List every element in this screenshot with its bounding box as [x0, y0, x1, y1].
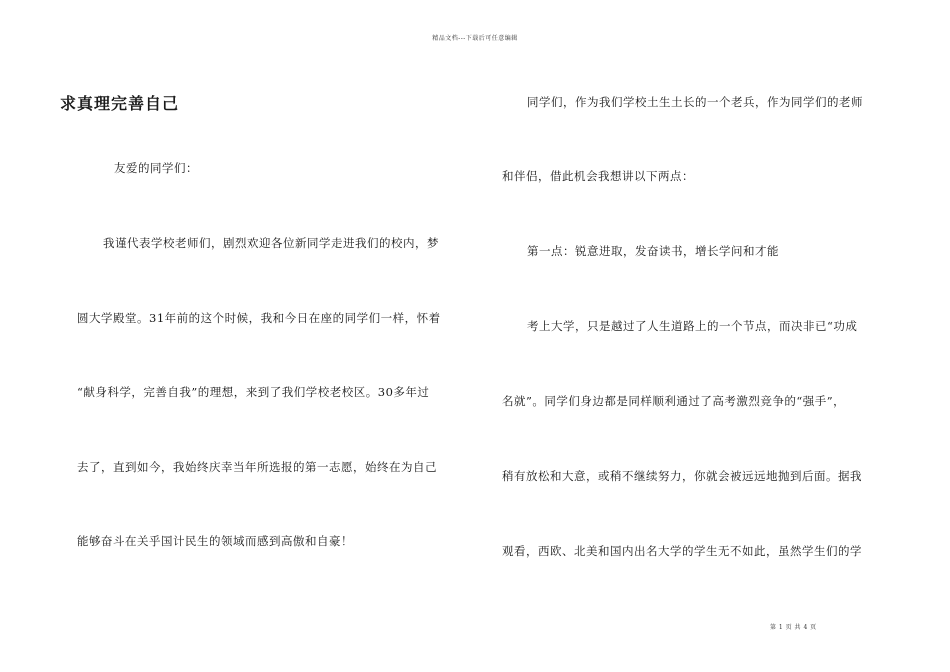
right-paragraph-line: 第一点：锐意进取，发奋读书，增长学问和才能	[527, 244, 779, 258]
right-paragraph-line: 观看，西欧、北美和国内出名大学的学生无不如此，虽然学生们的学	[502, 544, 862, 558]
right-paragraph-line: 稍有放松和大意，或稍不继续努力，你就会被远远地抛到后面。据我	[502, 469, 862, 483]
left-paragraph-line: 去了，直到如今，我始终庆幸当年所选报的第一志愿，始终在为自己	[77, 460, 437, 474]
left-paragraph-line: 圆大学殿堂。31年前的这个时候，我和今日在座的同学们一样，怀着	[77, 311, 441, 325]
right-paragraph-line: 名就”。同学们身边都是同样顺利通过了高考激烈竞争的“强手”，	[502, 394, 846, 408]
left-paragraph-line: 友爱的同学们：	[114, 161, 198, 175]
page-number: 第 1 页 共 4 页	[770, 624, 817, 631]
right-paragraph-line: 和伴侣，借此机会我想讲以下两点：	[502, 169, 694, 183]
right-paragraph-line: 同学们，作为我们学校土生土长的一个老兵，作为同学们的老师	[527, 95, 863, 109]
document-header-note: 精品文档---下载后可任意编辑	[432, 35, 518, 42]
left-paragraph-line: “献身科学，完善自我”的理想，来到了我们学校老校区。30多年过	[77, 385, 430, 399]
left-paragraph-line: 我谨代表学校老师们，剧烈欢迎各位新同学走进我们的校内，梦	[103, 236, 439, 250]
right-paragraph-line: 考上大学，只是越过了人生道路上的一个节点，而决非已“功成	[527, 319, 858, 333]
document-title: 求真理完善自己	[60, 94, 180, 113]
left-paragraph-line: 能够奋斗在关乎国计民生的领域而感到高傲和自豪！	[77, 534, 353, 548]
